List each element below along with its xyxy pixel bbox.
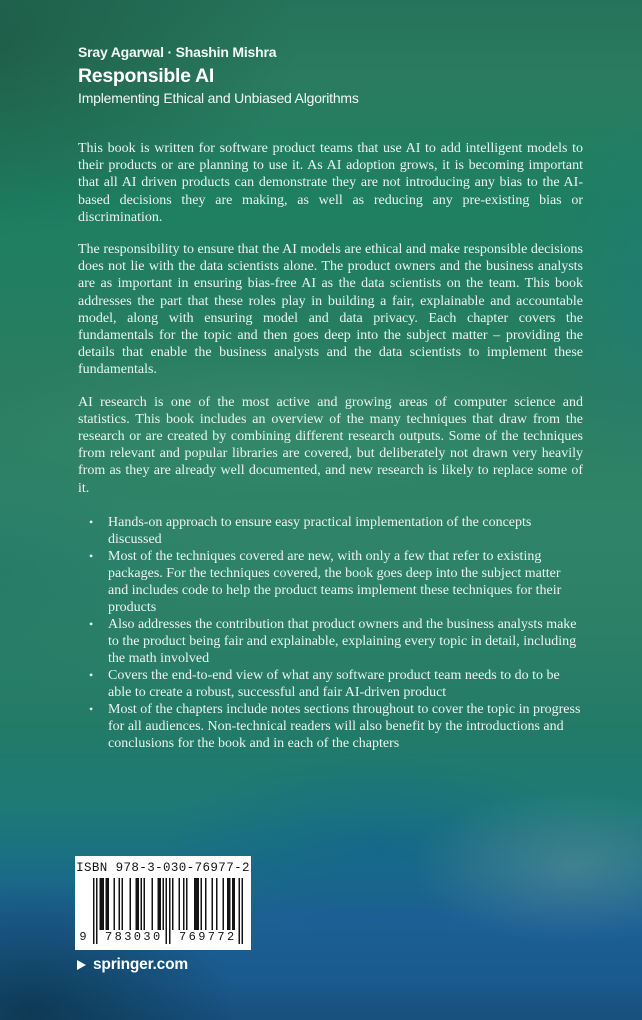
bullet-dot-icon: • [89,616,94,631]
author-line: Sray Agarwal · Shashin Mishra [78,44,277,60]
bullet-dot-icon: • [89,701,94,716]
barcode-digit-group: 783030 [105,930,163,944]
springer-arrow-icon [77,960,86,970]
barcode-bars [79,878,243,944]
springer-url: springer.com [93,956,188,973]
bullet-dot-icon: • [89,667,94,682]
barcode-digit-group: 9 [77,931,89,944]
isbn-label: ISBN 978-3-030-76977-2 [76,861,250,875]
bullet-text: Hands-on approach to ensure easy practical implementation of the concepts discussed [108,514,532,547]
bullet-dot-icon: • [89,548,94,563]
barcode-digit-group: 769772 [179,930,237,944]
description-paragraph-1: This book is written for software product teams that use AI to add intelligent models to their products or are planning to use it. As AI adoption grows, it is becoming important that all AI driven products can demonstrate they are not introducing any bias to the AI-based decisions they are making, as well as reducing any pre-existing bias or discrimination. [78,141,583,225]
feature-bullet [78,701,583,752]
cover-header [78,44,592,107]
bullet-text: Also addresses the contribution that product owners and the business analysts make to the product being fair and explainable, explaining every topic in detail, including the math involved [108,616,577,666]
description-paragraph-2: The responsibility to ensure that the AI models are ethical and make responsible decisions does not lie with the data scientists alone. The product owners and the business analysts are as important in ensuring bias-free AI as the data scientists on the team. This book addresses the part that these roles play in building a fair, explainable and accountable model, along with ensuring model and data privacy. Each chapter covers the fundamentals for the topic and then goes deep into the subject matter – providing the details that enable the business analysts and the data scientists to implement these fundamentals. [78,242,583,378]
back-cover-text [78,140,583,752]
description-paragraph-3: AI research is one of the most active and growing areas of computer science and statistics. This book includes an overview of the many techniques that draw from the research or are created by combining different research outputs. Some of the techniques from relevant and popular libraries are covered, but deliberately not drawn very heavily from as they are already well documented, and new research is likely to replace some of it. [78,394,583,496]
bullet-text: Most of the chapters include notes sections throughout to cover the topic in progress for all audiences. Non-technical readers will also benefit by the introductions and conclusions for the book and in each of the chapters [108,701,581,751]
bullet-text: Covers the end-to-end view of what any software product team needs to do to be able to create a robust, successful and fair AI-driven product [108,667,560,700]
feature-bullet-list [78,514,583,752]
book-subtitle: Implementing Ethical and Unbiased Algorithms [78,90,359,106]
feature-bullet [78,514,583,548]
feature-bullet [78,616,583,667]
feature-bullet [78,548,583,616]
bullet-dot-icon: • [89,514,94,529]
book-title: Responsible AI [78,65,214,87]
feature-bullet [78,667,583,701]
springer-logo [77,956,188,974]
isbn-barcode-box [75,856,251,950]
bullet-text: Most of the techniques covered are new, with only a few that refer to existing packages. For the techniques covered, the book goes deep into the subject matter and includes code to help the product teams implement these techniques for their products [108,548,562,615]
